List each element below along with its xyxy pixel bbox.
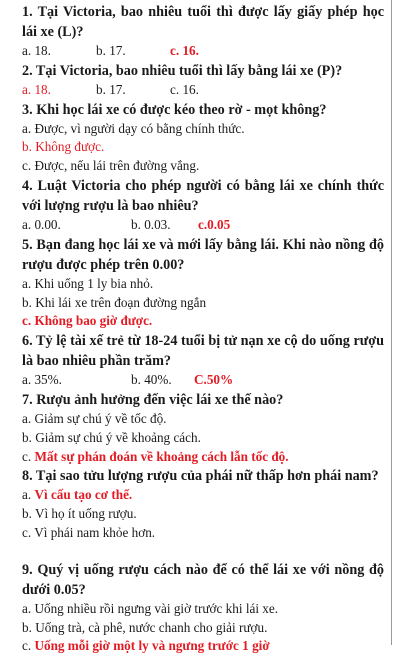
question-2-options [22,81,384,100]
q3-option-a: a. Được, vì người dạy có bằng chính thức. [22,120,245,136]
q8-option-a-answer: Vì cấu tạo cơ thể. [34,487,133,503]
q5-option-c-answer: c. Không bao giờ được. [22,313,153,329]
q9-option-c [22,637,384,656]
page-margin-rule [391,0,392,645]
q6-option-b: b. 40%. [131,372,172,388]
q5-option-a: a. Khi uống 1 ly bia nhỏ. [22,275,154,291]
q7-option-c-prefix: c. [22,448,32,464]
q9-option-b: b. Uống trà, cà phê, nước chanh cho giải rượu. [22,619,268,635]
question-9: 9. Quý vị uống rượu cách nào để có thể lái xe với nồng độ dưới 0.05? [22,561,384,598]
q3-option-c: c. Được, nếu lái trên đường vắng. [22,158,200,174]
question-6-options [22,371,384,390]
q8-option-a-prefix: a. [22,487,32,503]
question-8: 8. Tại sao tửu lượng rượu của phái nữ thấp hơn phái nam? [22,468,379,485]
q8-option-b: b. Vì họ ít uống rượu. [22,506,137,522]
section-spacer [22,543,384,560]
q1-option-a: a. 18. [22,43,51,58]
question-4: 4. Luật Victoria cho phép người có bằng lái xe chính thức với lượng rượu là bao nhiêu? [22,177,384,214]
q8-option-c: c. Vì phái nam khỏe hơn. [22,524,156,540]
question-4-options [22,216,384,235]
q8-option-a [22,486,384,505]
q3-option-b-answer: b. Không được. [22,139,105,155]
quiz-content [22,2,384,656]
q7-option-c [22,448,384,467]
q6-option-c-answer: C.50% [194,372,234,388]
q2-option-c: c. 16. [170,81,199,97]
q4-option-b: b. 0.03. [131,216,171,232]
q4-option-a: a. 0.00. [22,216,61,232]
q4-option-c-answer: c.0.05 [198,216,231,232]
q6-option-a: a. 35%. [22,372,62,388]
q7-option-b: b. Giảm sự chú ý về khoảng cách. [22,429,201,445]
q9-option-c-answer: Uống mỗi giờ một ly và ngưng trước 1 giờ [34,638,270,654]
question-5: 5. Bạn đang học lái xe và mới lấy bằng lái. Khi nào nồng độ rượu được phép trên 0.00? [22,236,384,273]
q9-option-c-prefix: c. [22,638,32,654]
question-2: 2. Tại Victoria, bao nhiêu tuổi thì lấy bằng lái xe (P)? [22,62,343,79]
question-3: 3. Khi học lái xe có được kéo theo rờ - mọt không? [22,101,327,118]
question-7: 7. Rượu ảnh hưởng đến việc lái xe thế nào? [22,391,284,408]
q9-option-a: a. Uống nhiều rồi ngưng vài giờ trước khi lái xe. [22,600,279,616]
q2-option-b: b. 17. [96,81,126,97]
question-1: 1. Tại Victoria, bao nhiêu tuổi thì được lấy giấy phép học lái xe (L)? [22,4,384,40]
question-1-options [22,42,384,61]
q5-option-b: b. Khi lái xe trên đoạn đường ngắn [22,294,207,310]
q1-option-b: b. 17. [96,43,126,58]
question-6: 6. Tỷ lệ tài xế trẻ từ 18-24 tuổi bị tử nạn xe cộ do uống rượu là bao nhiêu phần trăm? [22,333,384,370]
q1-option-c-answer: c. 16. [170,43,199,58]
q7-option-c-answer: Mất sự phán đoán về khoảng cách lẫn tốc độ. [34,448,289,464]
q7-option-a: a. Giảm sự chú ý về tốc độ. [22,410,167,426]
q2-option-a-answer: a. 18. [22,81,51,97]
